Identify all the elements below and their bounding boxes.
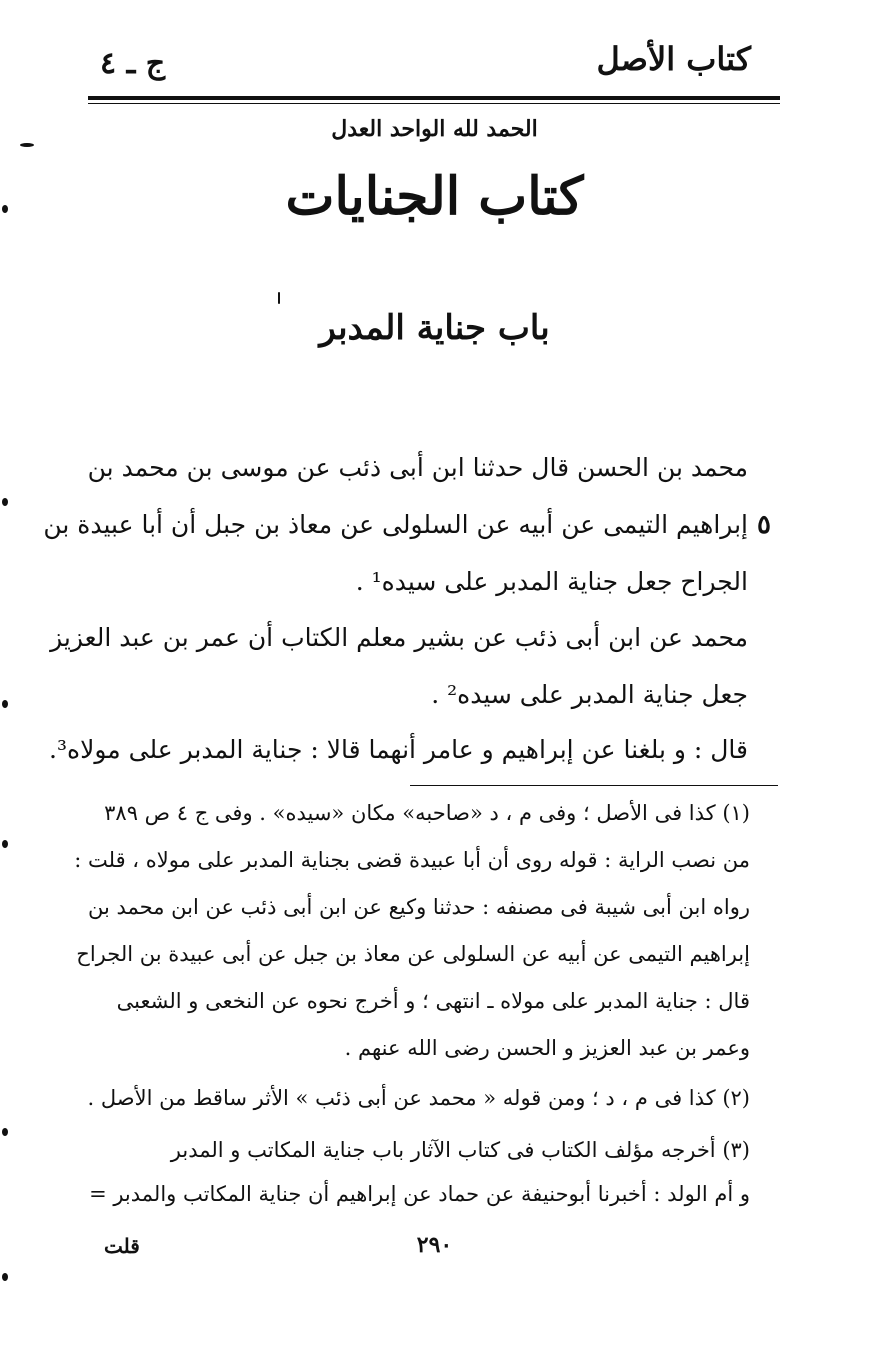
body-line: محمد بن الحسن قال حدثنا ابن أبى ذئب عن موسى بن محمد بن [87, 453, 748, 482]
header-rule-thick [88, 96, 780, 100]
footnote-line: (١) كذا فى الأصل ؛ وفى م ، د «صاحبه» مكان «سيده» . وفى ج ٤ ص ٣٨٩ [104, 801, 750, 825]
scan-speck [278, 292, 280, 304]
body-line: الجراح جعل جناية المدبر على سيده¹ . [355, 567, 748, 596]
body-line: إبراهيم التيمى عن أبيه عن السلولى عن معاذ بن جبل أن أبا عبيدة بن [43, 510, 748, 539]
scan-speck [2, 498, 8, 506]
footnote-line: إبراهيم التيمى عن أبيه عن السلولى عن معاذ بن جبل عن أبى عبيدة بن الجراح [76, 942, 750, 966]
catchword: قلت [104, 1234, 140, 1258]
footnote-separator [410, 785, 778, 786]
line-number-marker: ٥ [757, 510, 771, 540]
scan-speck [2, 205, 8, 213]
volume-indicator: ج ـ ٤ [100, 46, 166, 81]
scan-speck [2, 700, 8, 708]
running-header-book-name: كتاب الأصل [596, 40, 751, 78]
body-line: جعل جناية المدبر على سيده² . [431, 680, 748, 709]
book-title: كتاب الجنايات [285, 166, 584, 227]
header-rule-thin [88, 103, 780, 104]
body-line: محمد عن ابن أبى ذئب عن بشير معلم الكتاب أن عمر بن عبد العزيز [50, 623, 748, 652]
scan-speck [2, 840, 8, 848]
footnote-line: وعمر بن عبد العزيز و الحسن رضى الله عنهم . [344, 1036, 750, 1060]
footnote-line: و أم الولد : أخبرنا أبوحنيفة عن حماد عن إبراهيم أن جناية المكاتب والمدبر = [89, 1182, 750, 1206]
page-number: ٢٩٠ [416, 1232, 453, 1258]
opening-praise: الحمد لله الواحد العدل [331, 116, 538, 142]
footnote-line: (٢) كذا فى م ، د ؛ ومن قوله « محمد عن أبى ذئب » الأثر ساقط من الأصل . [87, 1086, 750, 1110]
footnote-line: (٣) أخرجه مؤلف الكتاب فى كتاب الآثار باب جناية المكاتب و المدبر [170, 1138, 750, 1162]
chapter-title: باب جناية المدبر [319, 308, 550, 348]
footnote-line: من نصب الراية : قوله روى أن أبا عبيدة قضى بجناية المدبر على مولاه ، قلت : [74, 848, 750, 872]
footnote-line: رواه ابن أبى شيبة فى مصنفه : حدثنا وكيع عن ابن أبى ذئب عن ابن محمد بن [88, 895, 750, 919]
footnote-line: قال : جناية المدبر على مولاه ـ انتهى ؛ و أخرج نحوه عن النخعى و الشعبى [116, 989, 750, 1013]
scan-speck [20, 143, 34, 147]
scan-speck [2, 1273, 8, 1281]
scan-speck [2, 1128, 8, 1136]
body-line: قال : و بلغنا عن إبراهيم و عامر أنهما قالا : جناية المدبر على مولاه³. [49, 735, 748, 764]
